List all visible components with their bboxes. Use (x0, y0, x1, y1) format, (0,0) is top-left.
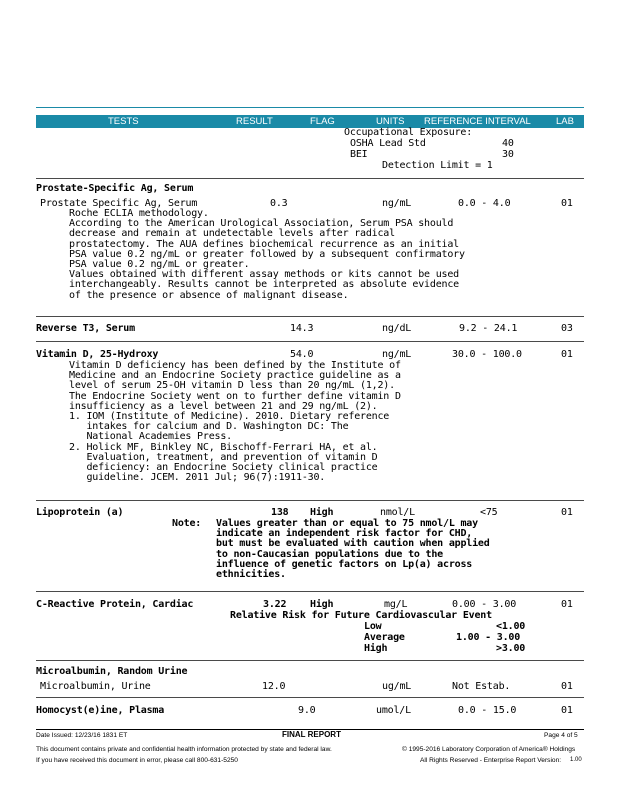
comment-line: PSA value 0.2 ng/mL or greater. (69, 259, 250, 271)
page-number: Page 4 of 5 (544, 732, 578, 739)
comment-line: deficiency: an Endocrine Society clinical practice (69, 462, 378, 474)
vitd-comments (69, 361, 401, 483)
section-divider (36, 316, 584, 317)
crp-risk-value: >3.00 (496, 643, 526, 654)
vitd-lab: 01 (561, 349, 573, 360)
homocyst-units: umol/L (376, 705, 411, 716)
lpa-flag: High (310, 507, 334, 518)
t3-result: 14.3 (290, 323, 314, 334)
vitd-reference: 30.0 - 100.0 (452, 349, 522, 360)
homocyst-result: 9.0 (298, 705, 316, 716)
rights-reserved: All Rights Reserved - Enterprise Report Version: (420, 757, 562, 764)
detection-limit: Detection Limit = 1 (382, 160, 493, 171)
crp-risk-label: Average (364, 632, 405, 643)
psa-reference: 0.0 - 4.0 (458, 198, 511, 209)
crp-result: 3.22 (263, 599, 287, 610)
crp-risk-value: 1.00 - 3.00 (456, 632, 521, 643)
comment-line: guideline. JCEM. 2011 Jul; 96(7):1911-30. (69, 472, 326, 484)
bei-value: 30 (502, 149, 514, 160)
crp-reference: 0.00 - 3.00 (452, 599, 517, 610)
comment-line: Medicine and an Endocrine Society practice guideline as a (69, 370, 401, 382)
comment-line: According to the American Urological Association, Serum PSA should (69, 218, 454, 230)
psa-comments (69, 209, 465, 301)
date-issued: Date Issued: 12/23/16 1831 ET (36, 732, 128, 739)
confidential-notice: This document contains private and confidential health information protected by state and federal law. (36, 746, 332, 753)
t3-reference: 9.2 - 24.1 (459, 323, 518, 334)
header-result: RESULT (236, 116, 273, 127)
crp-risk-label: High (364, 643, 388, 654)
osha-value: 40 (502, 138, 514, 149)
comment-line: of the presence or absence of malignant disease. (69, 289, 349, 301)
lpa-note (216, 519, 490, 580)
micro-result: 12.0 (262, 681, 286, 692)
vitd-units: ng/mL (382, 349, 412, 360)
homocyst-lab: 01 (561, 705, 573, 716)
note-line: indicate an independent risk factor for CHD, (216, 528, 473, 540)
micro-units: ug/mL (382, 681, 412, 692)
crp-units: mg/L (384, 599, 408, 610)
comment-line: National Academies Press. (69, 431, 232, 443)
micro-test-name: Microalbumin, Urine (40, 681, 151, 692)
psa-lab: 01 (561, 198, 573, 209)
note-line: ethnicities. (216, 569, 286, 581)
comment-line: level of serum 25-OH vitamin D less than 20 ng/mL (1,2). (69, 380, 395, 392)
header-units: UNITS (376, 116, 405, 127)
lpa-note-label: Note: (172, 518, 202, 529)
crp-lab: 01 (561, 599, 573, 610)
final-report-label: FINAL REPORT (282, 730, 341, 739)
section-divider (36, 500, 584, 501)
section-divider (36, 660, 584, 661)
crp-risk-label: Low (364, 621, 382, 632)
crp-risk-value: <1.00 (496, 621, 526, 632)
lpa-test-name: Lipoprotein (a) (36, 507, 124, 518)
psa-test-name: Prostate Specific Ag, Serum (40, 198, 198, 209)
occupational-exposure-label: Occupational Exposure: (344, 127, 473, 138)
section-divider (36, 591, 584, 592)
note-line: influence of genetic factors on Lp(a) across (216, 558, 473, 570)
psa-title: Prostate-Specific Ag, Serum (36, 183, 194, 194)
crp-test-name: C-Reactive Protein, Cardiac (36, 599, 194, 610)
copyright: © 1995-2016 Laboratory Corporation of America® Holdings (402, 746, 576, 753)
micro-reference: Not Estab. (452, 681, 511, 692)
osha-label: OSHA Lead Std (350, 138, 426, 149)
results-table-header (36, 115, 584, 128)
lpa-units: nmol/L (380, 507, 415, 518)
section-divider (36, 178, 584, 179)
header-reference: REFERENCE INTERVAL (424, 116, 531, 127)
section-divider (36, 697, 584, 698)
header-lab: LAB (556, 116, 574, 127)
bei-label: BEI (350, 149, 368, 160)
homocyst-reference: 0.0 - 15.0 (458, 705, 517, 716)
micro-title: Microalbumin, Random Urine (36, 666, 188, 677)
lpa-result: 138 (271, 507, 289, 518)
crp-flag: High (310, 599, 334, 610)
lpa-lab: 01 (561, 507, 573, 518)
top-rule (36, 107, 584, 108)
comment-line: prostatectomy. The AUA defines biochemical recurrence as an initial (69, 238, 459, 250)
comment-line: Vitamin D deficiency has been defined by the Institute of (69, 360, 401, 371)
micro-lab: 01 (561, 681, 573, 692)
header-tests: TESTS (108, 116, 139, 127)
note-line: but must be evaluated with caution when applied (216, 538, 490, 550)
comment-line: PSA value 0.2 ng/mL or greater followed by a subsequent confirmatory (69, 248, 465, 260)
comment-line: decrease and remain at undetectable levels after radical (69, 228, 395, 240)
report-version: 1.00 (570, 757, 582, 763)
homocyst-test-name: Homocyst(e)ine, Plasma (36, 705, 165, 716)
crp-risk-title: Relative Risk for Future Cardiovascular Event (230, 610, 492, 621)
psa-result: 0.3 (270, 198, 288, 209)
comment-line: interchangeably. Results cannot be interpreted as absolute evidence (69, 279, 459, 291)
comment-line: The Endocrine Society went on to further define vitamin D (69, 390, 401, 402)
error-contact-notice: If you have received this document in error, please call 800-631-5250 (36, 757, 238, 764)
comment-line: Values obtained with different assay methods or kits cannot be used (69, 269, 459, 281)
t3-lab: 03 (561, 323, 573, 334)
comment-line: intakes for calcium and D. Washington DC: The (69, 421, 349, 433)
comment-line: Roche ECLIA methodology. (69, 208, 209, 219)
comment-line: 1. IOM (Institute of Medicine). 2010. Dietary reference (69, 411, 390, 423)
note-line: Values greater than or equal to 75 nmol/L may (216, 518, 478, 529)
t3-test-name: Reverse T3, Serum (36, 323, 135, 334)
vitd-test-name: Vitamin D, 25-Hydroxy (36, 349, 159, 360)
comment-line: 2. Holick MF, Binkley NC, Bischoff-Ferrari HA, et al. (69, 441, 378, 453)
vitd-result: 54.0 (290, 349, 314, 360)
comment-line: Evaluation, treatment, and prevention of vitamin D (69, 451, 378, 463)
t3-units: ng/dL (382, 323, 412, 334)
note-line: to non-Caucasian populations due to the (216, 548, 443, 560)
section-divider (36, 341, 584, 342)
header-flag: FLAG (310, 116, 335, 127)
comment-line: insufficiency as a level between 21 and 29 ng/mL (2). (69, 400, 378, 412)
lpa-reference: <75 (480, 507, 498, 518)
psa-units: ng/mL (382, 198, 412, 209)
